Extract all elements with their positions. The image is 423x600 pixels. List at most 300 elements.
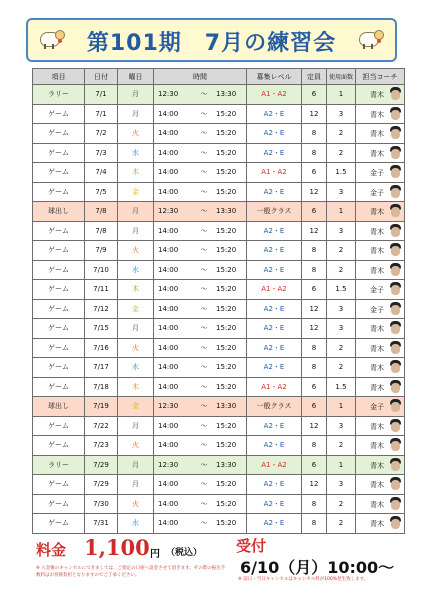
cell-kind: ゲーム xyxy=(33,319,85,339)
time-start: 14:00 xyxy=(158,343,179,352)
cell-capacity: 8 xyxy=(302,494,327,514)
table-row xyxy=(33,358,405,378)
time-end: 15:20 xyxy=(216,382,237,391)
table-row xyxy=(33,319,405,339)
cell-weekday: 金 xyxy=(118,397,154,417)
cell-coach xyxy=(356,475,405,495)
time-start: 12:30 xyxy=(158,90,179,99)
cell-kind: ゲーム xyxy=(33,241,85,261)
time-end: 13:30 xyxy=(216,460,237,469)
coach-photo-icon xyxy=(389,380,402,394)
cell-courts: 2 xyxy=(327,260,356,280)
cell-capacity: 8 xyxy=(302,514,327,534)
time-start: 14:00 xyxy=(158,148,179,157)
cell-capacity: 8 xyxy=(302,143,327,163)
time-end: 15:20 xyxy=(216,109,237,118)
cell-date: 7/15 xyxy=(85,319,118,339)
fee-note: ※ 入金後のキャンセルにつきましては、ご指定の口座へ返金させて頂きます。その際の振込手数料はお客様負担となりますのでご了承ください。 xyxy=(36,566,226,578)
fee-amount: 1,100 xyxy=(84,535,150,560)
coach-name: 青木 xyxy=(370,227,384,236)
cell-date: 7/12 xyxy=(85,299,118,319)
cell-level: A2・E xyxy=(247,494,302,514)
table-row xyxy=(33,416,405,436)
schedule-table xyxy=(32,68,405,534)
cell-time xyxy=(154,104,247,124)
table-row xyxy=(33,494,405,514)
cell-weekday: 火 xyxy=(118,338,154,358)
coach-photo-icon xyxy=(389,341,402,355)
time-tilde: ～ xyxy=(200,441,208,450)
cell-weekday: 金 xyxy=(118,299,154,319)
cell-level: A2・E xyxy=(247,358,302,378)
table-body xyxy=(33,85,405,534)
cell-capacity: 12 xyxy=(302,475,327,495)
cell-level: A2・E xyxy=(247,436,302,456)
cell-courts: 1.5 xyxy=(327,377,356,397)
cell-time xyxy=(154,397,247,417)
cell-kind: ゲーム xyxy=(33,475,85,495)
cell-time xyxy=(154,377,247,397)
coach-photo-icon xyxy=(389,399,402,413)
cell-coach xyxy=(356,182,405,202)
cell-coach xyxy=(356,436,405,456)
cell-date: 7/30 xyxy=(85,494,118,514)
cell-coach xyxy=(356,124,405,144)
coach-name: 青木 xyxy=(370,520,384,528)
cell-kind: ゲーム xyxy=(33,124,85,144)
cell-level: A2・E xyxy=(247,475,302,495)
cell-capacity: 12 xyxy=(302,299,327,319)
cell-kind: ゲーム xyxy=(33,494,85,514)
cell-time xyxy=(154,514,247,534)
cell-level: A1・A2 xyxy=(247,163,302,183)
time-start: 14:00 xyxy=(158,421,179,430)
cell-weekday: 水 xyxy=(118,514,154,534)
coach-name: 青木 xyxy=(370,461,384,470)
cell-date: 7/10 xyxy=(85,260,118,280)
time-end: 15:20 xyxy=(216,148,237,157)
cell-date: 7/8 xyxy=(85,202,118,222)
cell-coach xyxy=(356,85,405,105)
cell-kind: 球出し xyxy=(33,202,85,222)
time-start: 14:00 xyxy=(158,168,179,177)
cell-date: 7/31 xyxy=(85,514,118,534)
time-end: 15:20 xyxy=(216,285,237,294)
cell-coach xyxy=(356,358,405,378)
header-cell: 曜日 xyxy=(118,69,154,85)
cell-time xyxy=(154,143,247,163)
cell-courts: 1 xyxy=(327,202,356,222)
cell-courts: 2 xyxy=(327,358,356,378)
coach-name: 青木 xyxy=(370,208,384,216)
coach-photo-icon xyxy=(389,107,402,121)
cell-time xyxy=(154,338,247,358)
cell-date: 7/5 xyxy=(85,182,118,202)
cell-coach xyxy=(356,455,405,475)
cell-date: 7/17 xyxy=(85,358,118,378)
cell-level: A2・E xyxy=(247,143,302,163)
time-start: 14:00 xyxy=(158,324,179,333)
coach-name: 金子 xyxy=(370,188,384,197)
cell-level: A2・E xyxy=(247,514,302,534)
cell-kind: ゲーム xyxy=(33,338,85,358)
table-row xyxy=(33,338,405,358)
cell-courts: 3 xyxy=(327,221,356,241)
header-cell: 項目 xyxy=(33,69,85,85)
time-end: 15:20 xyxy=(216,343,237,352)
time-start: 14:00 xyxy=(158,285,179,294)
time-tilde: ～ xyxy=(200,480,208,489)
header-cell: 使用面数 xyxy=(327,69,356,85)
cell-courts: 2 xyxy=(327,124,356,144)
cell-time xyxy=(154,358,247,378)
cell-level: A2・E xyxy=(247,260,302,280)
time-start: 14:00 xyxy=(158,226,179,235)
cell-weekday: 木 xyxy=(118,163,154,183)
cell-capacity: 8 xyxy=(302,260,327,280)
coach-photo-icon xyxy=(389,243,402,257)
cell-time xyxy=(154,202,247,222)
cell-level: A1・A2 xyxy=(247,280,302,300)
table-row xyxy=(33,202,405,222)
coach-photo-icon xyxy=(389,458,402,472)
time-start: 12:30 xyxy=(158,402,179,411)
cell-capacity: 12 xyxy=(302,182,327,202)
cell-kind: ゲーム xyxy=(33,104,85,124)
table-row xyxy=(33,143,405,163)
cell-time xyxy=(154,416,247,436)
cell-level: A2・E xyxy=(247,221,302,241)
time-end: 15:20 xyxy=(216,441,237,450)
time-start: 14:00 xyxy=(158,265,179,274)
cell-level: A1・A2 xyxy=(247,377,302,397)
cell-capacity: 8 xyxy=(302,338,327,358)
cell-level: A2・E xyxy=(247,182,302,202)
cell-coach xyxy=(356,416,405,436)
coach-name: 金子 xyxy=(370,286,384,294)
cell-capacity: 8 xyxy=(302,436,327,456)
cell-capacity: 6 xyxy=(302,280,327,300)
coach-name: 青木 xyxy=(370,266,384,275)
cell-courts: 2 xyxy=(327,143,356,163)
cell-level: A2・E xyxy=(247,104,302,124)
time-tilde: ～ xyxy=(200,285,208,294)
time-end: 15:20 xyxy=(216,226,237,235)
time-start: 14:00 xyxy=(158,499,179,508)
header-cell: 日付 xyxy=(85,69,118,85)
cell-capacity: 6 xyxy=(302,455,327,475)
cell-level: A2・E xyxy=(247,338,302,358)
coach-name: 金子 xyxy=(370,169,384,177)
time-tilde: ～ xyxy=(200,402,208,411)
cell-date: 7/9 xyxy=(85,241,118,261)
cell-capacity: 8 xyxy=(302,241,327,261)
coach-name: 青木 xyxy=(370,481,384,489)
cell-date: 7/16 xyxy=(85,338,118,358)
time-tilde: ～ xyxy=(200,226,208,235)
cell-capacity: 12 xyxy=(302,221,327,241)
cell-time xyxy=(154,260,247,280)
time-tilde: ～ xyxy=(200,519,208,528)
cell-coach xyxy=(356,397,405,417)
cell-level: A2・E xyxy=(247,124,302,144)
cell-time xyxy=(154,455,247,475)
header-cell: 募集レベル xyxy=(247,69,302,85)
cell-capacity: 12 xyxy=(302,319,327,339)
cell-coach xyxy=(356,338,405,358)
coach-name: 青木 xyxy=(370,110,384,119)
time-tilde: ～ xyxy=(200,187,208,196)
table-row xyxy=(33,475,405,495)
cell-capacity: 6 xyxy=(302,202,327,222)
coach-photo-icon xyxy=(389,516,402,530)
time-start: 14:00 xyxy=(158,109,179,118)
acceptance-date: 6/10（月）10:00～ xyxy=(240,558,395,577)
page-title: 第101期 7月の練習会 xyxy=(86,31,337,56)
coach-name: 金子 xyxy=(370,305,384,314)
cell-kind: ゲーム xyxy=(33,377,85,397)
time-start: 12:30 xyxy=(158,460,179,469)
time-end: 15:20 xyxy=(216,187,237,196)
table-row xyxy=(33,377,405,397)
cell-time xyxy=(154,299,247,319)
coach-name: 青木 xyxy=(370,383,384,392)
coach-name: 青木 xyxy=(370,91,384,99)
cell-coach xyxy=(356,494,405,514)
cell-capacity: 6 xyxy=(302,377,327,397)
time-end: 15:20 xyxy=(216,168,237,177)
cell-coach xyxy=(356,202,405,222)
cell-kind: ゲーム xyxy=(33,221,85,241)
coach-name: 青木 xyxy=(370,130,384,138)
cell-level: A1・A2 xyxy=(247,455,302,475)
cell-kind: ゲーム xyxy=(33,416,85,436)
time-tilde: ～ xyxy=(200,168,208,177)
cell-weekday: 火 xyxy=(118,124,154,144)
cell-capacity: 8 xyxy=(302,358,327,378)
time-tilde: ～ xyxy=(200,148,208,157)
time-tilde: ～ xyxy=(200,460,208,469)
table-row xyxy=(33,163,405,183)
table-header-row xyxy=(33,69,405,85)
cell-kind: 球出し xyxy=(33,397,85,417)
table-row xyxy=(33,436,405,456)
time-end: 15:20 xyxy=(216,480,237,489)
cell-courts: 2 xyxy=(327,338,356,358)
cell-weekday: 月 xyxy=(118,455,154,475)
time-start: 14:00 xyxy=(158,304,179,313)
cell-coach xyxy=(356,104,405,124)
cell-courts: 1.5 xyxy=(327,280,356,300)
cell-date: 7/1 xyxy=(85,85,118,105)
coach-name: 青木 xyxy=(370,247,384,255)
cell-coach xyxy=(356,241,405,261)
coach-photo-icon xyxy=(389,497,402,511)
time-tilde: ～ xyxy=(200,382,208,391)
cell-date: 7/29 xyxy=(85,455,118,475)
time-end: 15:20 xyxy=(216,324,237,333)
coach-photo-icon xyxy=(389,263,402,277)
cell-weekday: 月 xyxy=(118,416,154,436)
time-tilde: ～ xyxy=(200,304,208,313)
cell-capacity: 6 xyxy=(302,397,327,417)
table-row xyxy=(33,280,405,300)
cell-courts: 1 xyxy=(327,397,356,417)
table-row xyxy=(33,260,405,280)
time-end: 15:20 xyxy=(216,246,237,255)
acceptance-label: 受付 xyxy=(236,537,267,555)
cell-level: 一般クラス xyxy=(247,202,302,222)
cell-courts: 2 xyxy=(327,494,356,514)
cell-kind: ゲーム xyxy=(33,514,85,534)
cell-time xyxy=(154,436,247,456)
cell-weekday: 水 xyxy=(118,260,154,280)
time-tilde: ～ xyxy=(200,246,208,255)
header-cell: 担当コーチ xyxy=(356,69,405,85)
cell-kind: ゲーム xyxy=(33,182,85,202)
coach-photo-icon xyxy=(389,302,402,316)
cell-weekday: 水 xyxy=(118,143,154,163)
cell-coach xyxy=(356,514,405,534)
cell-capacity: 12 xyxy=(302,104,327,124)
cell-time xyxy=(154,494,247,514)
coach-name: 青木 xyxy=(370,422,384,431)
cell-coach xyxy=(356,163,405,183)
time-start: 14:00 xyxy=(158,441,179,450)
time-start: 14:00 xyxy=(158,519,179,528)
cell-date: 7/22 xyxy=(85,416,118,436)
table-row xyxy=(33,124,405,144)
cell-date: 7/23 xyxy=(85,436,118,456)
cell-time xyxy=(154,221,247,241)
coach-name: 青木 xyxy=(370,364,384,372)
coach-name: 青木 xyxy=(370,442,384,450)
cell-coach xyxy=(356,143,405,163)
cell-courts: 3 xyxy=(327,182,356,202)
table-row xyxy=(33,455,405,475)
coach-photo-icon xyxy=(389,360,402,374)
time-tilde: ～ xyxy=(200,421,208,430)
table-row xyxy=(33,299,405,319)
time-tilde: ～ xyxy=(200,343,208,352)
cell-courts: 2 xyxy=(327,514,356,534)
time-tilde: ～ xyxy=(200,499,208,508)
sheep-icon xyxy=(357,28,385,50)
cell-coach xyxy=(356,299,405,319)
coach-photo-icon xyxy=(389,321,402,335)
cell-date: 7/19 xyxy=(85,397,118,417)
cell-weekday: 火 xyxy=(118,436,154,456)
cell-courts: 3 xyxy=(327,299,356,319)
cell-coach xyxy=(356,221,405,241)
cell-time xyxy=(154,475,247,495)
time-start: 14:00 xyxy=(158,480,179,489)
coach-photo-icon xyxy=(389,204,402,218)
cell-time xyxy=(154,319,247,339)
table-row xyxy=(33,241,405,261)
time-end: 15:20 xyxy=(216,129,237,138)
cell-kind: ゲーム xyxy=(33,358,85,378)
cell-weekday: 月 xyxy=(118,221,154,241)
coach-name: 青木 xyxy=(370,500,384,509)
time-tilde: ～ xyxy=(200,90,208,99)
cell-courts: 1 xyxy=(327,455,356,475)
table-row xyxy=(33,104,405,124)
coach-photo-icon xyxy=(389,146,402,160)
cell-kind: ゲーム xyxy=(33,436,85,456)
cell-level: A2・E xyxy=(247,319,302,339)
cell-date: 7/29 xyxy=(85,475,118,495)
cell-courts: 3 xyxy=(327,319,356,339)
cell-weekday: 月 xyxy=(118,85,154,105)
time-tilde: ～ xyxy=(200,207,208,216)
cell-capacity: 6 xyxy=(302,85,327,105)
cell-date: 7/4 xyxy=(85,163,118,183)
coach-photo-icon xyxy=(389,87,402,101)
cell-time xyxy=(154,124,247,144)
cell-courts: 2 xyxy=(327,241,356,261)
cell-kind: ゲーム xyxy=(33,299,85,319)
cell-level: 一般クラス xyxy=(247,397,302,417)
cell-level: A2・E xyxy=(247,299,302,319)
cell-time xyxy=(154,182,247,202)
time-end: 15:20 xyxy=(216,265,237,274)
cell-date: 7/8 xyxy=(85,221,118,241)
coach-photo-icon xyxy=(389,126,402,140)
time-tilde: ～ xyxy=(200,129,208,138)
title-banner xyxy=(26,18,397,62)
cell-capacity: 6 xyxy=(302,163,327,183)
cell-courts: 1 xyxy=(327,85,356,105)
time-tilde: ～ xyxy=(200,265,208,274)
header-cell: 時間 xyxy=(154,69,247,85)
cell-level: A1・A2 xyxy=(247,85,302,105)
cell-weekday: 火 xyxy=(118,494,154,514)
cell-weekday: 月 xyxy=(118,475,154,495)
coach-photo-icon xyxy=(389,282,402,296)
cell-level: A2・E xyxy=(247,416,302,436)
time-end: 15:20 xyxy=(216,519,237,528)
header-cell: 定員 xyxy=(302,69,327,85)
time-end: 13:30 xyxy=(216,207,237,216)
time-start: 14:00 xyxy=(158,246,179,255)
cell-time xyxy=(154,163,247,183)
cell-weekday: 月 xyxy=(118,319,154,339)
cell-coach xyxy=(356,280,405,300)
time-tilde: ～ xyxy=(200,324,208,333)
acceptance-note: ※ 前日・当日キャンセルはキャンセル料が100%発生致します。 xyxy=(238,577,369,582)
cell-weekday: 火 xyxy=(118,241,154,261)
time-start: 12:30 xyxy=(158,207,179,216)
table-row xyxy=(33,85,405,105)
coach-photo-icon xyxy=(389,477,402,491)
time-start: 14:00 xyxy=(158,382,179,391)
coach-photo-icon xyxy=(389,224,402,238)
time-end: 13:30 xyxy=(216,402,237,411)
cell-capacity: 12 xyxy=(302,416,327,436)
time-end: 15:20 xyxy=(216,304,237,313)
cell-courts: 3 xyxy=(327,416,356,436)
cell-kind: ゲーム xyxy=(33,260,85,280)
table-row xyxy=(33,397,405,417)
cell-weekday: 木 xyxy=(118,280,154,300)
cell-kind: ラリー xyxy=(33,85,85,105)
cell-weekday: 月 xyxy=(118,202,154,222)
coach-photo-icon xyxy=(389,165,402,179)
coach-name: 金子 xyxy=(370,403,384,411)
cell-kind: ゲーム xyxy=(33,163,85,183)
cell-capacity: 8 xyxy=(302,124,327,144)
